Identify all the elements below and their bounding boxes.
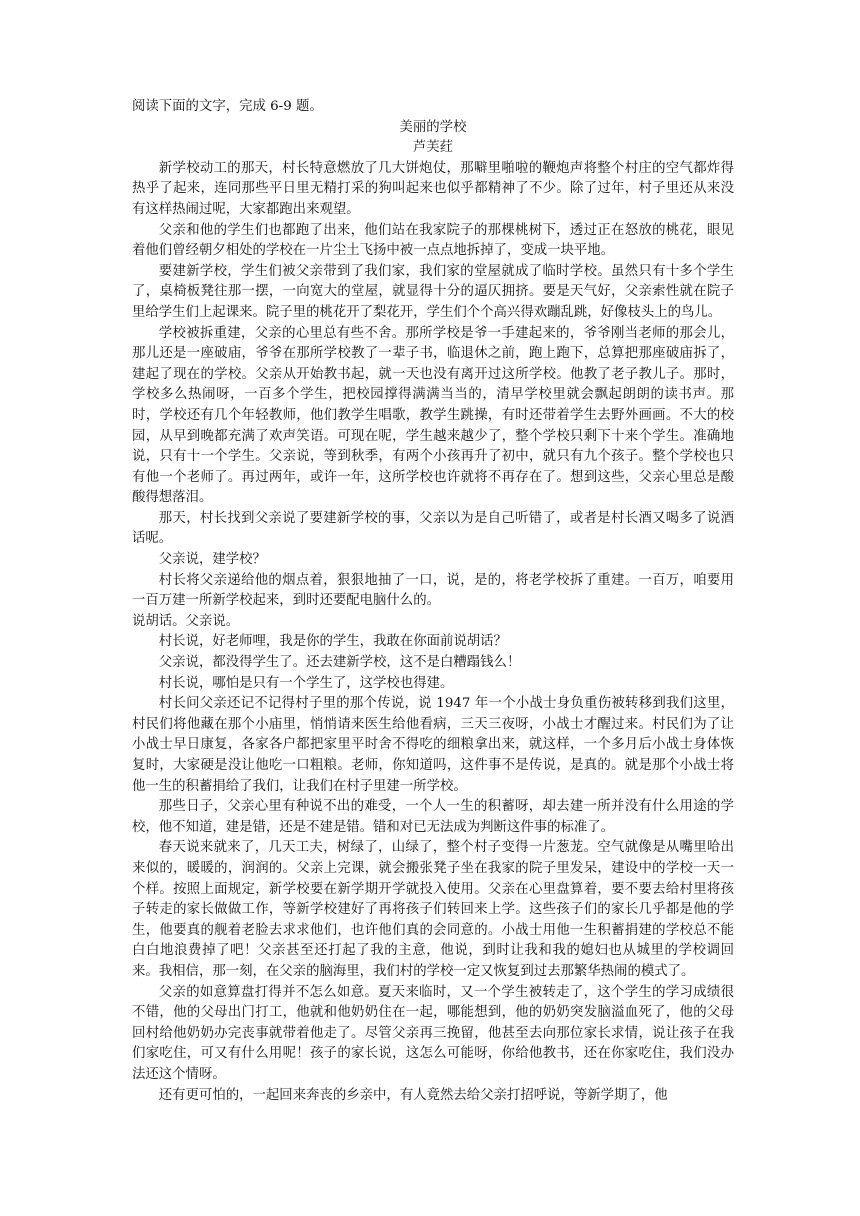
paragraph: 父亲说，建学校？ (158, 552, 266, 568)
paragraph: 还有更可怕的，一起回来奔丧的乡亲中，有人竟然去给父亲打招呼说，等新学期了，他 (158, 1087, 668, 1103)
paragraph: 那些日子，父亲心里有种说不出的难受，一个人一生的积蓄呀，却去建一所并没有什么用途的学校，他不知道，建是错，还是不建是错。错和对已无法成为判断这件事的标准了。 (132, 799, 734, 835)
paragraph: 村长将父亲递给他的烟点着，狠狠地抽了一口，说，是的，将老学校拆了重建。一百万，咱要用一百万建一所新学校起来，到时还要配电脑什么的。 (132, 572, 734, 609)
article (132, 97, 734, 1106)
paragraph: 新学校动工的那天，村长特意燃放了几大饼炮仗，那噼里啪啦的鞭炮声将整个村庄的空气都炸得热乎了起来，连同那些平日里无精打采的狗叫起来也似乎都精神了不少。除了过年，村子里还从来没有这样热闹过呢，大家都跑出来观望。 (132, 160, 734, 217)
paragraph: 那天，村长找到父亲说了要建新学校的事，父亲以为是自己听错了，或者是村长酒又喝多了说酒话呢。 (132, 510, 734, 547)
article-author: 芦芙荭 (412, 140, 454, 156)
paragraph: 村长问父亲还记不记得村子里的那个传说，说 1947 年一个小战士身负重伤被转移到我们这里，村民们将他藏在那个小庙里，悄悄请来医生给他看病，三天三夜呀，小战士才醒过来。村民们为了让小战士早日康复，各家各户都把家里平时舍不得吃的细粮拿出来，就这样，一个多月后小战士身体恢复时，大家硬是没让他吃一口粗粮。老师，你知道吗，这件事不是传说，是真的。就是那个小战士将他一生的积蓄捐给了我们，让我们在村子里建一所学校。 (132, 696, 734, 794)
paragraph: 要建新学校，学生们被父亲带到了我们家，我们家的堂屋就成了临时学校。虽然只有十多个学生了，桌椅板凳往那一摆，一向宽大的堂屋，就显得十分的逼仄拥挤。要是天气好，父亲索性就在院子里给学生们上起课来。院子里的桃花开了梨花开，学生们个个高兴得欢蹦乱跳，好像枝头上的鸟儿。 (132, 263, 734, 320)
paragraph: 父亲的如意算盘打得并不怎么如意。夏天来临时，又一个学生被转走了，这个学生的学习成绩很不错，他的父母出门打工，他就和他奶奶住在一起，哪能想到，他的奶奶突发脑溢血死了，他的父母回村给他奶奶办完丧事就带着他走了。尽管父亲再三挽留，他甚至去向那位家长求情，说让孩子在我们家吃住，可又有什么用呢！孩子的家长说，这怎么可能呀，你给他教书，还在你家吃住，我们没办法还这个情呀。 (132, 984, 734, 1082)
reading-instruction: 阅读下面的文字，完成 6-9 题。 (132, 99, 323, 114)
paragraph: 父亲说，都没得学生了。还去建新学校，这不是白糟蹋钱么！ (158, 655, 521, 671)
paragraph: 村长说，好老师哩，我是你的学生，我敢在你面前说胡话？ (158, 634, 507, 650)
paragraph: 春天说来就来了，几天工夫，树绿了，山绿了，整个村子变得一片葱茏。空气就像是从嘴里哈出来似的，暖暖的，润润的。父亲上完课，就会搬张凳子坐在我家的院子里发呆，建设中的学校一天一个样。按照上面规定，新学校要在新学期开学就投入使用。父亲在心里盘算着，要不要去给村里将孩子转走的家长做做工作，等新学校建好了再将孩子们转回来上学。这些孩子们的家长几乎都是他的学生，他要真的舰着老脸去求求他们，也许他们真的会同意的。小战士用他一生积蓄捐建的学校总不能白白地浪费掉了吧！父亲甚至还打起了我的主意，他说，到时让我和我的媳妇也从城里的学校调回来。我相信，那一刻，在父亲的脑海里，我们村的学校一定又恢复到过去那繁华热闹的模式了。 (132, 840, 734, 979)
paragraph: 父亲和他的学生们也都跑了出来，他们站在我家院子的那棵桃树下，透过正在怒放的桃花，眼见着他们曾经朝夕相处的学校在一片尘土飞扬中被一点点地拆掉了，变成一块平地。 (132, 222, 734, 259)
paragraph: 村长说，哪怕是只有一个学生了，这学校也得建。 (158, 675, 454, 691)
paragraph: 学校被拆重建，父亲的心里总有些不舍。那所学校是爷一手建起来的，爷爷刚当老师的那会儿，那儿还是一座破庙，爷爷在那所学校教了一辈子书，临退休之前，跑上跑下，总算把那座破庙拆了，建起了现在的学校。父亲从开始教书起，就一天也没有离开过这所学校。他教了老子教儿子。那时，学校多么热闹呀，一百多个学生，把校园撑得满满当当的，清早学校里就会飘起朗朗的读书声。那时，学校还有几个年轻教师，他们教学生唱歌，教学生跳操，有时还带着学生去野外画画。不大的校园，从早到晚都充满了欢声笑语。可现在呢，学生越来越少了，整个学校只剩下十来个学生。准确地说，只有十一个学生。父亲说，等到秋季，有两个小孩再升了初中，就只有九个孩子。整个学校也只有他一个老师了。再过两年，或许一年，这所学校也许就将不再存在了。想到这些，父亲心里总是酸酸得想落泪。 (132, 325, 734, 506)
paragraph: 说胡话。父亲说。 (132, 613, 240, 629)
article-title: 美丽的学校 (399, 119, 467, 135)
